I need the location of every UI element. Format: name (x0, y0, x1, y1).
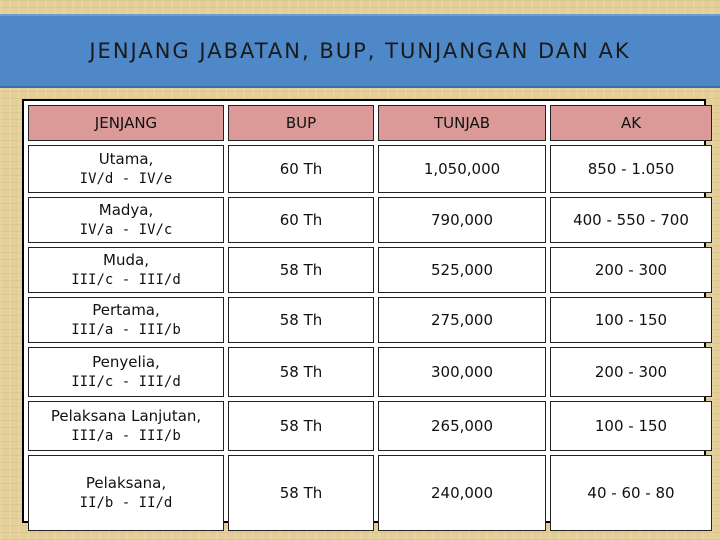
cell-ak: 850 - 1.050 (550, 145, 712, 193)
table-row (28, 347, 712, 397)
jenjang-name: Madya, (98, 200, 154, 219)
cell-tunjab: 240,000 (378, 455, 546, 531)
jenjang-golongan: III/c - III/d (71, 373, 181, 390)
cell-tunjab: 265,000 (378, 401, 546, 451)
cell-ak: 200 - 300 (550, 347, 712, 397)
jenjang-name: Pertama, (92, 300, 160, 319)
cell-tunjab: 790,000 (378, 197, 546, 243)
cell-ak: 40 - 60 - 80 (550, 455, 712, 531)
cell-ak: 400 - 550 - 700 (550, 197, 712, 243)
jenjang-name: Utama, (98, 149, 154, 168)
table-row (28, 401, 712, 451)
cell-tunjab: 525,000 (378, 247, 546, 293)
cell-ak: 200 - 300 (550, 247, 712, 293)
jenjang-name: Pelaksana Lanjutan, (50, 406, 202, 425)
table-row (28, 455, 712, 531)
header-jenjang: JENJANG (28, 105, 224, 141)
jenjang-name: Penyelia, (92, 352, 160, 371)
cell-bup: 58 Th (228, 347, 374, 397)
jenjang-name: Muda, (103, 250, 149, 269)
cell-ak: 100 - 150 (550, 401, 712, 451)
cell-jenjang (28, 401, 224, 451)
cell-tunjab: 300,000 (378, 347, 546, 397)
cell-bup: 58 Th (228, 401, 374, 451)
cell-jenjang (28, 455, 224, 531)
jenjang-golongan: III/a - III/b (71, 427, 181, 444)
jenjang-name: Pelaksana, (85, 473, 167, 492)
header-tunjab: TUNJAB (378, 105, 546, 141)
cell-bup: 60 Th (228, 197, 374, 243)
table-row (28, 197, 712, 243)
cell-tunjab: 1,050,000 (378, 145, 546, 193)
table-header-row (28, 105, 712, 141)
jenjang-golongan: IV/a - IV/c (79, 221, 173, 238)
cell-bup: 58 Th (228, 455, 374, 531)
table-row (28, 297, 712, 343)
jenjang-golongan: III/a - III/b (71, 321, 181, 338)
cell-jenjang (28, 145, 224, 193)
jenjang-table (24, 101, 716, 535)
slide-title: JENJANG JABATAN, BUP, TUNJANGAN DAN AK (89, 39, 631, 63)
table-row (28, 247, 712, 293)
jenjang-golongan: IV/d - IV/e (79, 170, 173, 187)
cell-jenjang (28, 247, 224, 293)
table-row (28, 145, 712, 193)
cell-bup: 58 Th (228, 297, 374, 343)
cell-bup: 60 Th (228, 145, 374, 193)
jenjang-golongan: II/b - II/d (79, 494, 173, 511)
title-bar (0, 14, 720, 88)
header-bup: BUP (228, 105, 374, 141)
cell-ak: 100 - 150 (550, 297, 712, 343)
data-table-container (22, 99, 706, 523)
cell-jenjang (28, 197, 224, 243)
header-ak: AK (550, 105, 712, 141)
cell-jenjang (28, 297, 224, 343)
cell-bup: 58 Th (228, 247, 374, 293)
cell-jenjang (28, 347, 224, 397)
jenjang-golongan: III/c - III/d (71, 271, 181, 288)
cell-tunjab: 275,000 (378, 297, 546, 343)
